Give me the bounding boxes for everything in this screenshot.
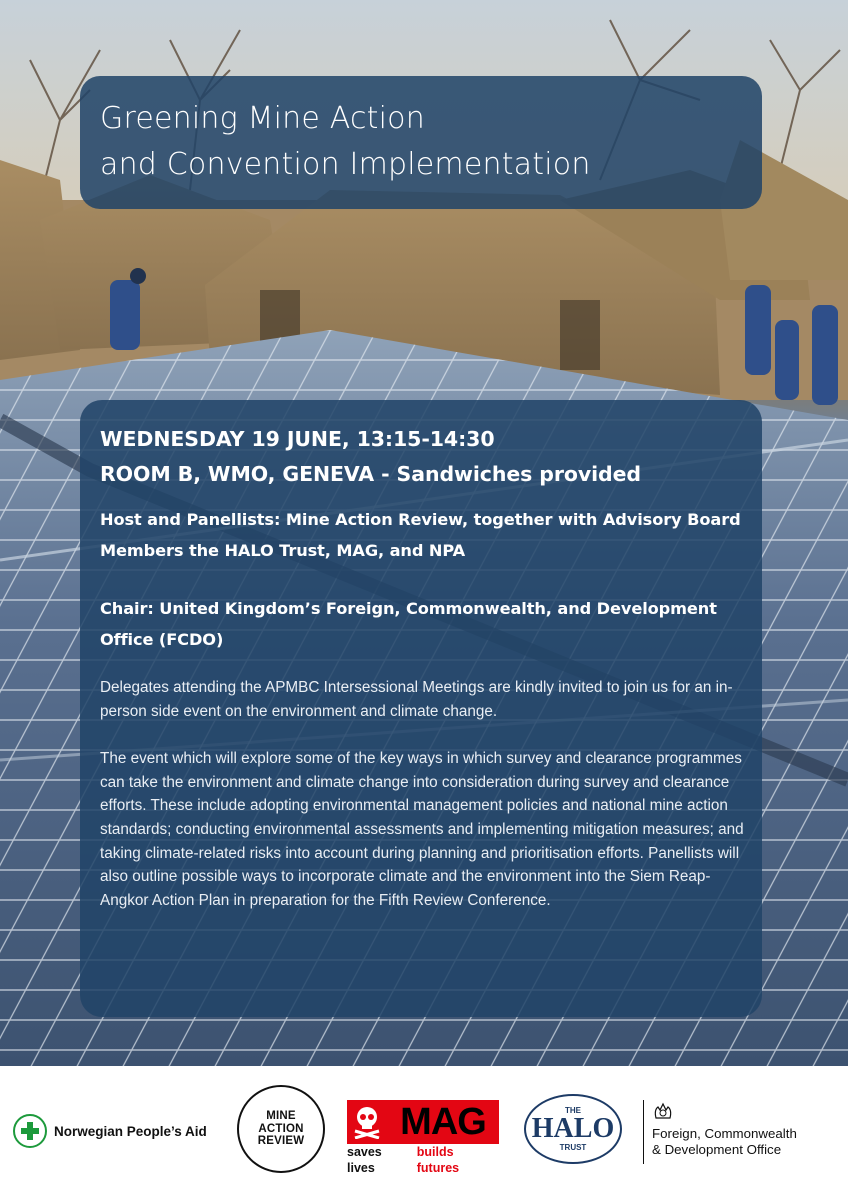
halo-trust: TRUST [559, 1143, 587, 1152]
event-location: ROOM B, WMO, GENEVA - Sandwiches provided [100, 462, 641, 486]
fcdo-line-1: Foreign, Commonwealth [652, 1126, 797, 1141]
mag-tagline-1: saves lives [347, 1145, 382, 1175]
fcdo-line-2: & Development Office [652, 1142, 782, 1157]
npa-cross-icon [13, 1114, 47, 1148]
event-title-line-1: Greening Mine Action [100, 101, 425, 136]
halo-wordmark: HALO [531, 1113, 615, 1144]
halo-the: THE [565, 1106, 581, 1115]
event-title-line-2: and Convention Implementation [100, 147, 591, 182]
mar-line-2: ACTION [258, 1122, 304, 1135]
mar-line-1: MINE [266, 1110, 296, 1123]
fcdo-logo [643, 1100, 797, 1164]
skull-icon [347, 1100, 387, 1144]
halo-trust-logo [524, 1094, 622, 1164]
royal-crest-icon [652, 1100, 674, 1122]
mar-line-3: REVIEW [257, 1135, 305, 1148]
event-date-time: WEDNESDAY 19 JUNE, 13:15-14:30 [100, 427, 495, 451]
mag-tagline-2: builds futures [416, 1145, 460, 1175]
sponsor-logos [0, 1066, 848, 1200]
mag-logo [347, 1100, 499, 1175]
npa-name: Norwegian People’s Aid [54, 1123, 207, 1139]
npa-logo [13, 1114, 207, 1148]
mag-wordmark: MAG [387, 1100, 499, 1144]
event-hosts: Host and Panellists: Mine Action Review, together with Advisory Board Members the HALO Trust, MAG, and NPA [100, 510, 741, 560]
event-chair: Chair: United Kingdom’s Foreign, Commonwealth, and Development Office (FCDO) [100, 599, 717, 649]
title-panel [80, 76, 762, 209]
details-panel [80, 400, 762, 1017]
description-paragraph: The event which will explore some of the key ways in which survey and clearance programmes can take the environment and climate change into consideration during survey and clearance efforts. These include adopting environmental management policies and national mine action standards; conducting environmental assessments and implementing mitigation measures; and taking climate-related risks into account during planning and prioritisation efforts. Panellists will also outline possible ways to incorporate climate and the environment into the Siem Reap-Angkor Action Plan in preparation for the Fifth Review Conference. [100, 750, 744, 909]
invitation-paragraph: Delegates attending the APMBC Intersessional Meetings are kindly invited to join us for an in-person side event on the environment and climate change. [100, 679, 733, 720]
mine-action-review-logo [237, 1085, 325, 1173]
